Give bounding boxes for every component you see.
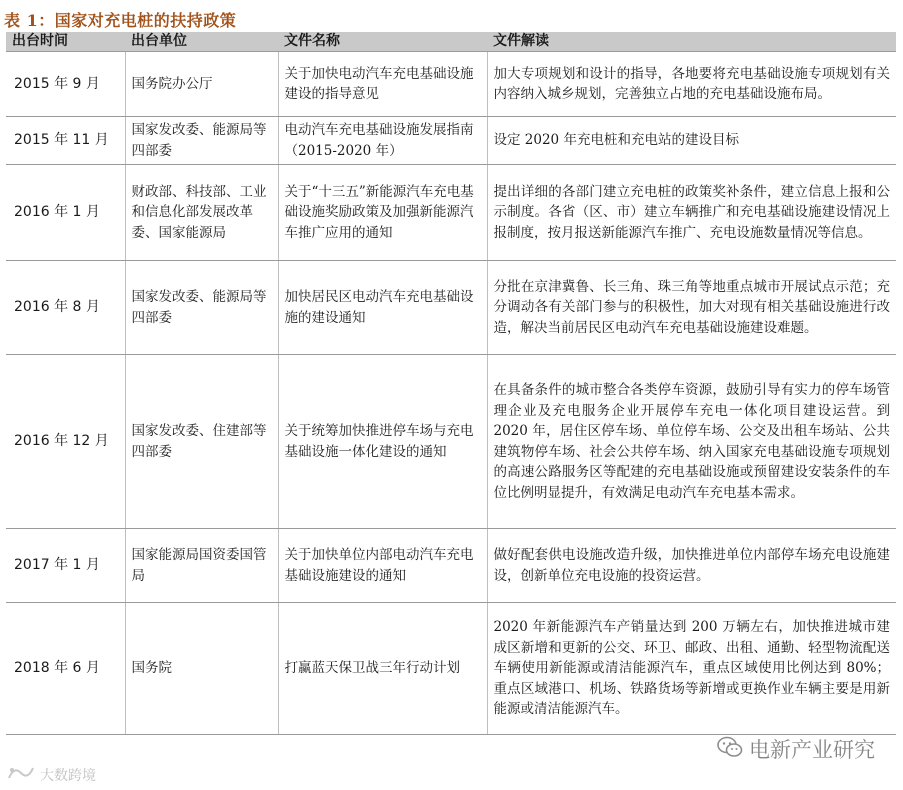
cell-unit: 国家发改委、能源局等四部委 — [125, 117, 278, 165]
table-header — [6, 32, 896, 52]
cell-desc: 提出详细的各部门建立充电桩的政策奖补条件，建立信息上报和公示制度。各省（区、市）建立车辆推广和充电基础设施建设情况上报制度，按月报送新能源汽车推广、充电设施数量情况等信息。 — [487, 165, 896, 261]
header-unit: 出台单位 — [125, 32, 278, 52]
watermark-brand — [6, 764, 96, 786]
table-row — [6, 52, 896, 117]
cell-file: 关于统筹加快推进停车场与充电基础设施一体化建设的通知 — [278, 355, 487, 529]
cell-file: 加快居民区电动汽车充电基础设施的建设通知 — [278, 261, 487, 355]
table-row — [6, 117, 896, 165]
cell-file: 关于加快单位内部电动汽车充电基础设施建设的通知 — [278, 529, 487, 603]
cell-desc: 设定 2020 年充电桩和充电站的建设目标 — [487, 117, 896, 165]
watermark-right-text: 电新产业研究 — [749, 738, 875, 762]
cell-date: 2018 年 6 月 — [6, 603, 125, 735]
cell-desc: 2020 年新能源汽车产销量达到 200 万辆左右，加快推进城市建成区新增和更新的公交、环卫、邮政、出租、通勤、轻型物流配送车辆使用新能源或清洁能源汽车，重点区域使用比例达到 80%；重点区域港口、机场、铁路货场等新增或更换作业车辆主要是用新能源或清洁能源汽车。 — [487, 603, 896, 735]
cell-unit: 国务院办公厅 — [125, 52, 278, 117]
cell-unit: 国务院 — [125, 603, 278, 735]
table-row — [6, 529, 896, 603]
header-desc: 文件解读 — [487, 32, 896, 52]
brand-logo-icon — [6, 764, 36, 786]
cell-date: 2016 年 1 月 — [6, 165, 125, 261]
cell-desc: 在具备条件的城市整合各类停车资源，鼓励引导有实力的停车场管理企业及充电服务企业开展停车充电一体化项目建设运营。到 2020 年，居住区停车场、单位停车场、公交及出租车场站、公共建筑物停车场、社会公共停车场、纳入国家充电基础设施专项规划的高速公路服务区等配建的充电基础设施或预留建设安装条件的车位比例明显提升，有效满足电动汽车充电基本需求。 — [487, 355, 896, 529]
cell-unit: 国家发改委、住建部等四部委 — [125, 355, 278, 529]
cell-desc: 分批在京津冀鲁、长三角、珠三角等地重点城市开展试点示范；充分调动各有关部门参与的积极性，加大对现有相关基础设施进行改造，解决当前居民区电动汽车充电基础设施建设难题。 — [487, 261, 896, 355]
watermark-left-text: 大数跨境 — [40, 768, 96, 784]
wechat-icon — [717, 736, 743, 763]
table-row — [6, 355, 896, 529]
table-caption: 表 1：国家对充电桩的扶持政策 — [4, 11, 237, 30]
cell-file: 电动汽车充电基础设施发展指南（2015-2020 年） — [278, 117, 487, 165]
cell-date: 2016 年 12 月 — [6, 355, 125, 529]
header-date: 出台时间 — [6, 32, 125, 52]
cell-date: 2015 年 9 月 — [6, 52, 125, 117]
cell-date: 2015 年 11 月 — [6, 117, 125, 165]
table-body — [6, 52, 896, 735]
table-row — [6, 603, 896, 735]
cell-unit: 国家能源局国资委国管局 — [125, 529, 278, 603]
cell-file: 关于加快电动汽车充电基础设施建设的指导意见 — [278, 52, 487, 117]
table-row — [6, 261, 896, 355]
watermark-wechat — [717, 734, 875, 764]
table-row — [6, 165, 896, 261]
cell-file: 关于“十三五”新能源汽车充电基础设施奖励政策及加强新能源汽车推广应用的通知 — [278, 165, 487, 261]
header-file: 文件名称 — [278, 32, 487, 52]
cell-file: 打赢蓝天保卫战三年行动计划 — [278, 603, 487, 735]
cell-date: 2017 年 1 月 — [6, 529, 125, 603]
cell-unit: 财政部、科技部、工业和信息化部发展改革委、国家能源局 — [125, 165, 278, 261]
header-row — [6, 32, 896, 52]
cell-desc: 加大专项规划和设计的指导，各地要将充电基础设施专项规划有关内容纳入城乡规划，完善独立占地的充电基础设施布局。 — [487, 52, 896, 117]
policy-table — [6, 32, 896, 735]
cell-date: 2016 年 8 月 — [6, 261, 125, 355]
cell-desc: 做好配套供电设施改造升级，加快推进单位内部停车场充电设施建设，创新单位充电设施的投资运营。 — [487, 529, 896, 603]
cell-unit: 国家发改委、能源局等四部委 — [125, 261, 278, 355]
